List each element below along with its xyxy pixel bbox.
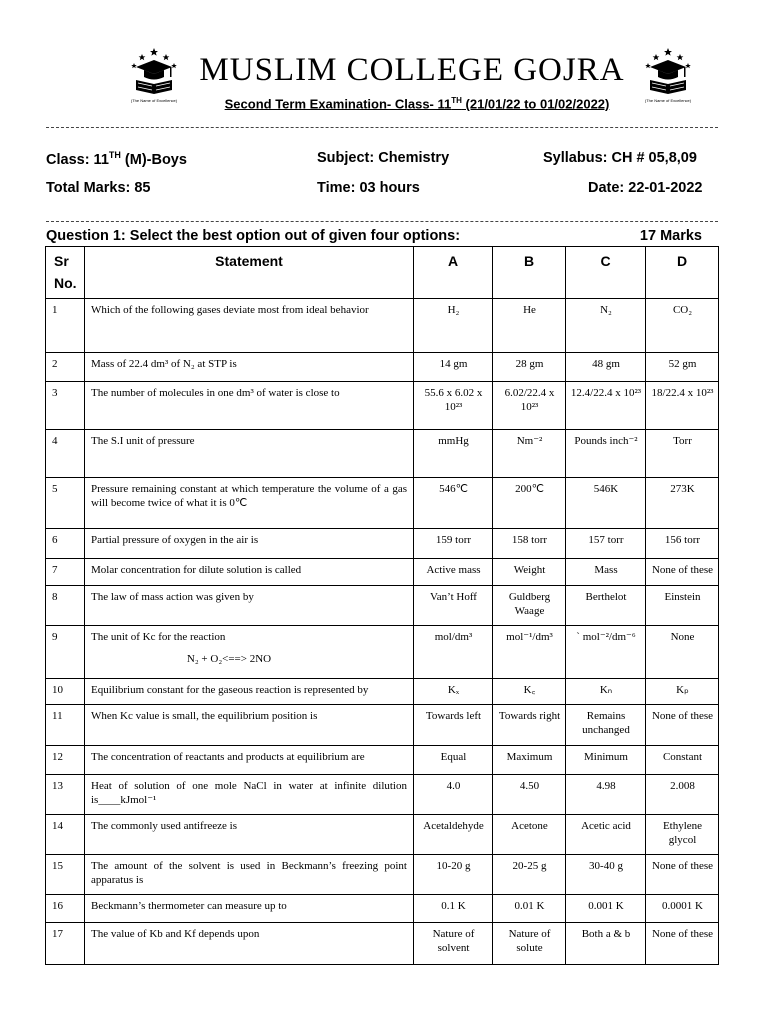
table-row: 11 When Kc value is small, the equilibrium position is Towards left Towards right Remains unchanged None of these (46, 705, 719, 746)
divider-middle (46, 221, 718, 222)
table-row: 1 Which of the following gases deviate most from ideal behavior H₂ He N₂ CO₂ (46, 299, 719, 353)
header-c: C (566, 247, 646, 299)
table-row: 15 The amount of the solvent is used in Beckmann’s freezing point apparatus is 10-20 g 20-25 g 30-40 g None of these (46, 855, 719, 895)
syllabus-info: Syllabus: CH # 05,8,09 (543, 150, 697, 166)
divider-top (46, 127, 718, 128)
table-row: 10 Equilibrium constant for the gaseous reaction is represented by Kₓ K꜀ Kₙ Kₚ (46, 679, 719, 705)
table-row: 17 The value of Kb and Kf depends upon Nature of solvent Nature of solute Both a & b None of these (46, 923, 719, 965)
table-row: 5 Pressure remaining constant at which temperature the volume of a gas will become twice of what it is 0℃ 546℃ 200℃ 546K 273K (46, 478, 719, 529)
table-header-row (46, 247, 719, 299)
table-row: 8 The law of mass action was given by Van’t Hoff Guldberg Waage Berthelot Einstein (46, 586, 719, 626)
question-marks: 17 Marks (639, 228, 702, 244)
table-row: 12 The concentration of reactants and products at equilibrium are Equal Maximum Minimum Constant (46, 746, 719, 775)
exam-title: Second Term Examination- Class- 11TH (21/01/22 to 01/02/2022) (224, 96, 610, 112)
header-b: B (493, 247, 566, 299)
total-marks-info: Total Marks: 85 (46, 180, 151, 196)
subject-info: Subject: Chemistry (317, 150, 450, 166)
time-info: Time: 03 hours (317, 180, 420, 196)
header-a: A (414, 247, 493, 299)
logo-motto-right: (The Name of Excellence) (644, 98, 692, 103)
table-row: 2 Mass of 22.4 dm³ of N₂ at STP is 14 gm 28 gm 48 gm 52 gm (46, 353, 719, 382)
mcq-table (45, 246, 719, 965)
question-title: Question 1: Select the best option out of given four options: (46, 228, 461, 244)
date-info: Date: 22-01-2022 (588, 180, 703, 196)
reaction-equation: N₂ + O₂<==> 2NO (186, 653, 272, 665)
table-row: 6 Partial pressure of oxygen in the air is 159 torr 158 torr 157 torr 156 torr (46, 529, 719, 559)
header-statement: Statement (85, 247, 414, 299)
table-row: 13 Heat of solution of one mole NaCl in water at infinite dilution is____kJmol⁻¹ 4.0 4.50 4.98 2.008 (46, 775, 719, 815)
header-d: D (646, 247, 719, 299)
table-row: 7 Molar concentration for dilute solution is called Active mass Weight Mass None of these (46, 559, 719, 586)
college-name: MUSLIM COLLEGE GOJRA (199, 52, 625, 88)
table-row: 9 The unit of Kc for the reaction N₂ + O₂<==> 2NO mol/dm³ mol⁻¹/dm³ ` mol⁻²/dm⁻⁶ None (46, 626, 719, 679)
table-row: 3 The number of molecules in one dm³ of water is close to 55.6 x 6.02 x 10²³ 6.02/22.4 x 10²³ 12.4/22.4 x 10²³ 18/22.4 x 10²³ (46, 382, 719, 430)
question-heading (46, 228, 702, 244)
table-row: 4 The S.I unit of pressure mmHg Nm⁻² Pounds inch⁻² Torr (46, 430, 719, 478)
class-info: Class: 11TH (M)-Boys (46, 150, 187, 168)
table-row: 14 The commonly used antifreeze is Acetaldehyde Acetone Acetic acid Ethylene glycol (46, 815, 719, 855)
logo-motto-left: (The Name of Excellence) (130, 98, 178, 103)
header-sr: Sr No. (46, 247, 85, 299)
table-row: 16 Beckmann’s thermometer can measure up to 0.1 K 0.01 K 0.001 K 0.0001 K (46, 895, 719, 923)
